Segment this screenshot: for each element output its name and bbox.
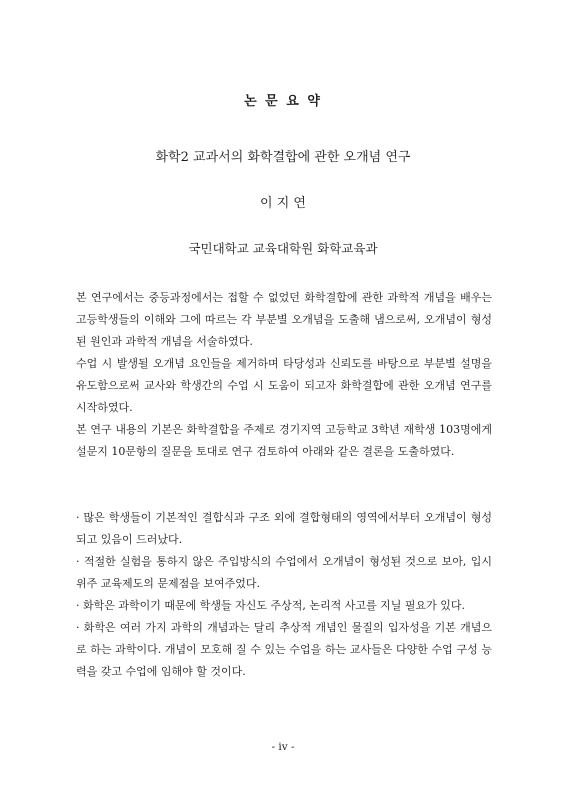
author-affiliation: 국민대학교 교육대학원 화학교육과: [188, 241, 378, 256]
summary-paragraph: 수업 시 발생될 오개념 요인들을 제거하며 타당성과 신뢰도를 바탕으로 부분별 설명을 유도함으로써 교사와 학생간의 수업 시 도움이 되고자 화학결합에 관한 오개념 연구를 시작하였다.: [76, 357, 492, 414]
finding-item: · 화학은 과학이기 때문에 학생들 자신도 주상적, 논리적 사고를 지닐 필요가 있다.: [76, 599, 465, 612]
findings-list: [76, 507, 492, 683]
page-title: 논 문 요 약: [244, 94, 322, 109]
thesis-title: 화학2 교과서의 화학결합에 관한 오개념 연구: [155, 150, 411, 165]
summary-paragraph: 본 연구에서는 중등과정에서는 접할 수 없었던 화학결합에 관한 과학적 개념을 배우는 고등학생들의 이해와 그에 따르는 각 부분별 오개념을 도출해 냄으로써, 오개념이 형성된 원인과 과학적 개념을 서술하였다.: [76, 291, 492, 348]
page-number: - iv -: [271, 741, 295, 753]
finding-item: · 많은 학생들이 기본적인 결합식과 구조 외에 결합형태의 영역에서부터 오개념이 형성되고 있음이 드러났다.: [76, 511, 492, 546]
author-name: 이 지 연: [260, 196, 306, 211]
finding-item: · 적절한 실험을 통하지 않은 주입방식의 수업에서 오개념이 형성된 것으로 보아, 입시위주 교육제도의 문제점을 보여주었다.: [76, 555, 492, 590]
finding-item: · 화학은 여러 가지 과학의 개념과는 달리 추상적 개념인 물질의 입자성을 기본 개념으로 하는 과학이다. 개념이 모호해 질 수 있는 수업을 하는 교사들은 다양한 수업 구성 능력을 갖고 수업에 임해야 할 것이다.: [76, 621, 492, 678]
summary-paragraph: 본 연구 내용의 기본은 화학결합을 주제로 경기지역 고등학교 3학년 재학생 103명에게 설문지 10문항의 질문을 토대로 연구 검토하여 아래와 같은 결론을 도출하였다.: [76, 423, 492, 458]
summary-section: [76, 287, 492, 463]
